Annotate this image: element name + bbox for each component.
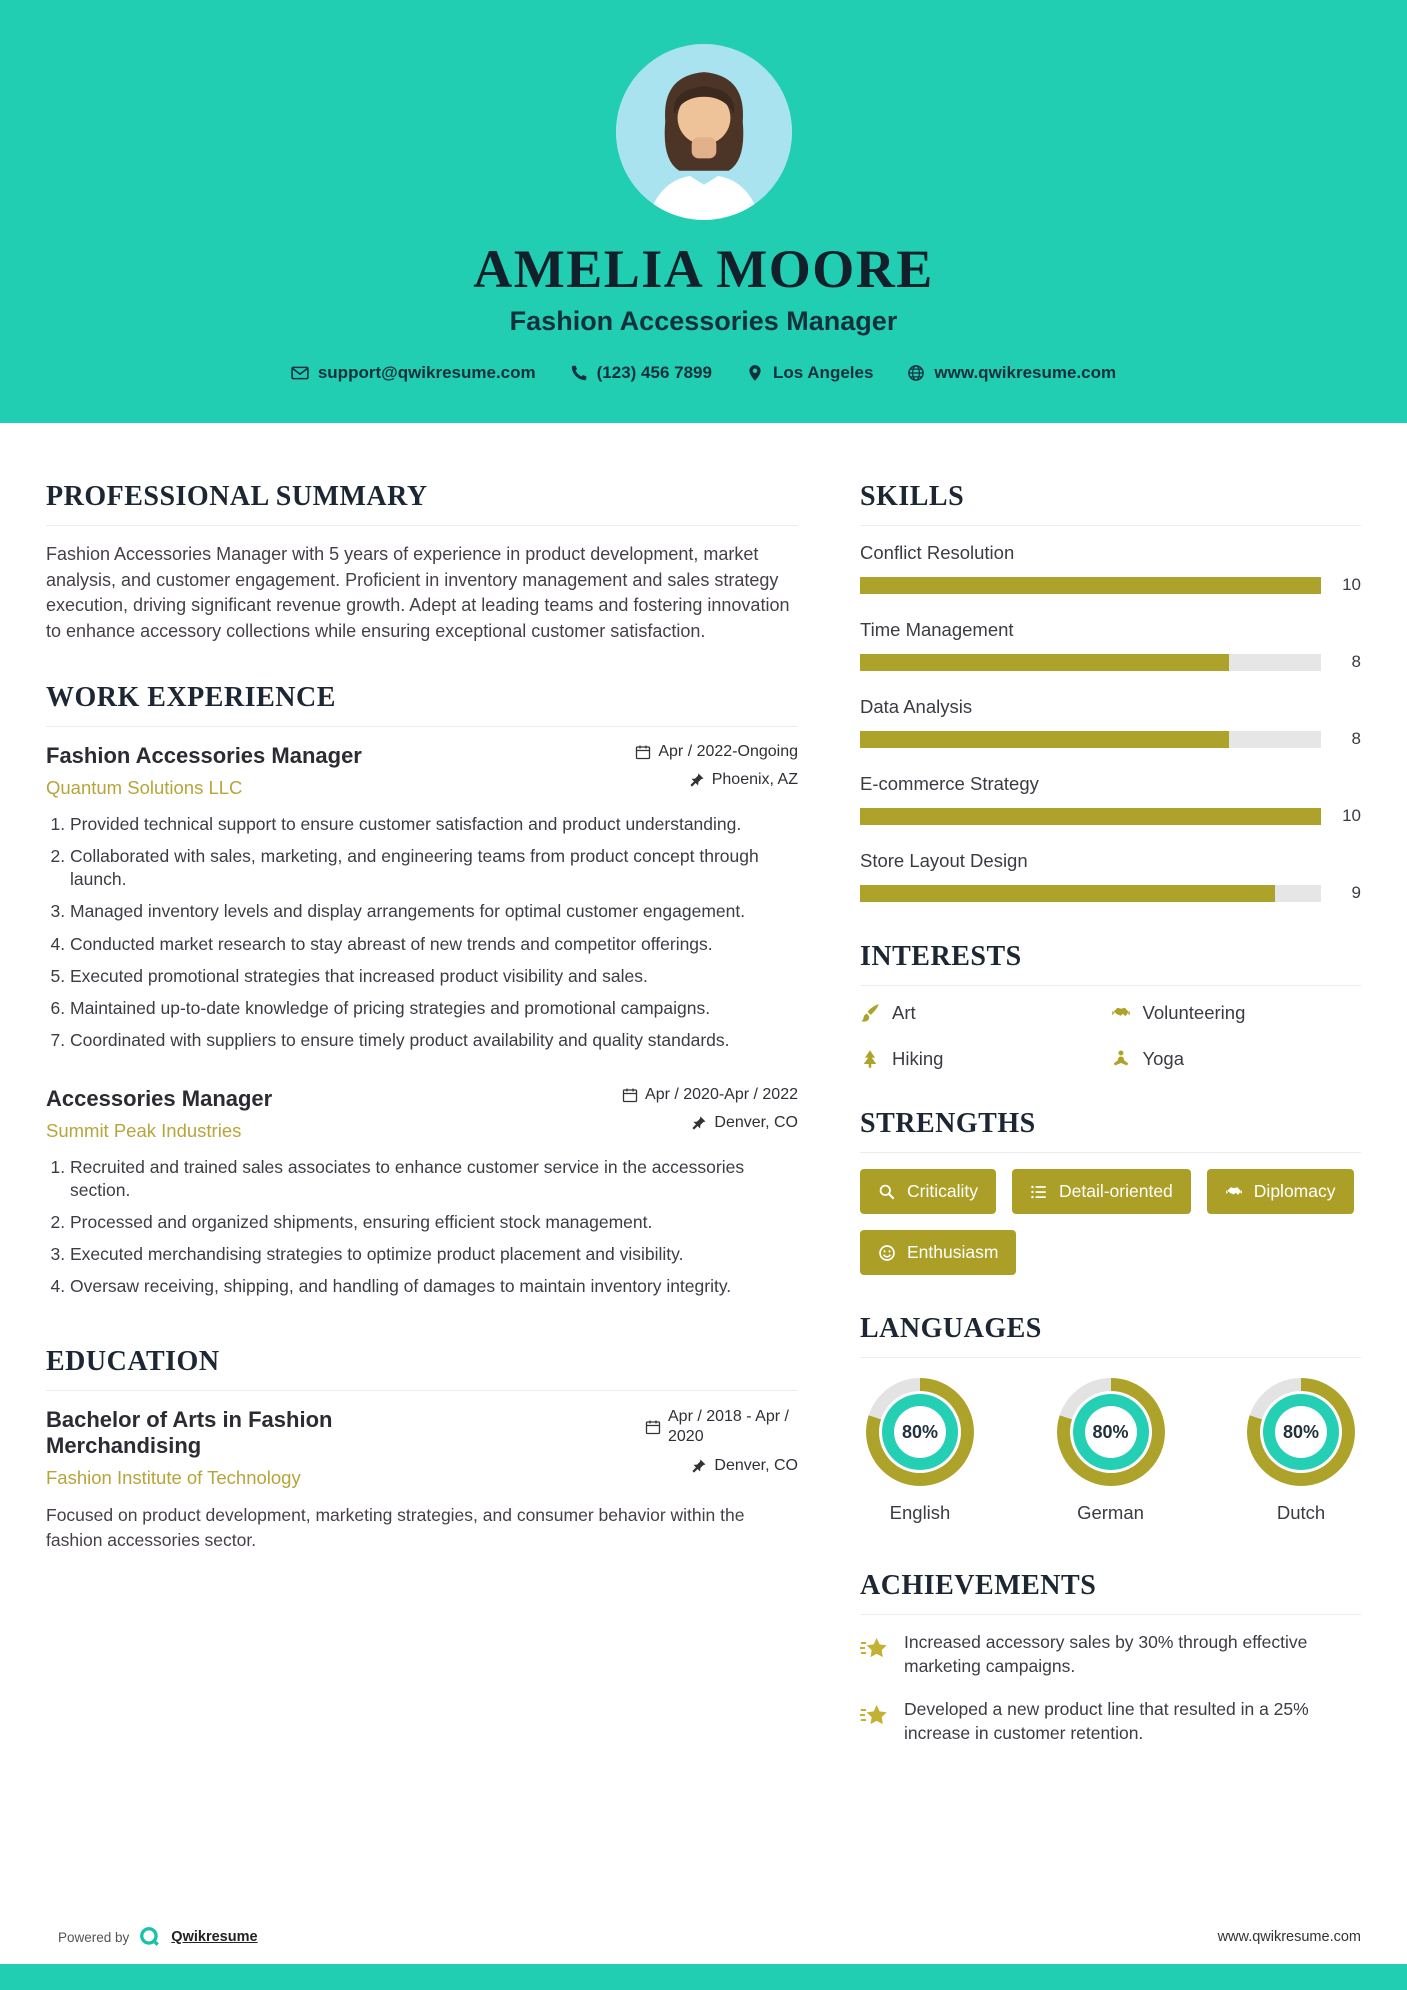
skill-score: 10	[1342, 806, 1361, 825]
skill-row	[860, 773, 1361, 826]
contact-website-text: www.qwikresume.com	[934, 363, 1117, 382]
calendar-icon	[622, 1087, 638, 1103]
left-column	[46, 481, 798, 1910]
envelope-icon	[291, 364, 309, 382]
experience-heading: WORK EXPERIENCE	[46, 682, 798, 727]
job-dates	[588, 743, 798, 761]
content	[0, 423, 1407, 1910]
handshake-icon	[1111, 1003, 1131, 1023]
job-dates-text: Apr / 2020-Apr / 2022	[645, 1085, 798, 1103]
location-pin-icon	[746, 364, 764, 382]
languages-section	[860, 1313, 1361, 1524]
education-degree: Bachelor of Arts in Fashion Merchandising	[46, 1407, 333, 1459]
skill-fill	[860, 808, 1321, 825]
language-donut	[1057, 1378, 1165, 1486]
strength-enthusiasm[interactable]	[860, 1230, 1016, 1275]
education-location	[588, 1457, 798, 1475]
strengths-heading: STRENGTHS	[860, 1108, 1361, 1153]
job-dates	[588, 1086, 798, 1104]
smiley-icon	[878, 1244, 896, 1262]
job	[46, 743, 798, 1052]
skill-track	[860, 885, 1321, 902]
magnifier-icon	[878, 1183, 896, 1201]
interest-label: Volunteering	[1142, 1002, 1246, 1023]
footer	[0, 1910, 1407, 1964]
job-location	[588, 771, 798, 789]
interest-art	[860, 1002, 1111, 1024]
achievement-text: Developed a new product line that resulted in a 25% increase in customer retention.	[904, 1699, 1309, 1743]
achievement-item	[860, 1631, 1361, 1678]
skill-bar	[860, 729, 1361, 749]
strength-label: Detail-oriented	[1058, 1181, 1173, 1201]
language-name: English	[889, 1502, 951, 1523]
paintbrush-icon	[860, 1003, 880, 1023]
powered-by-text: Powered by	[58, 1929, 130, 1945]
calendar-icon	[635, 744, 651, 760]
experience-bullet: 3. Executed merchandising strategies to optimize product placement and visibility.	[70, 1243, 798, 1266]
skill-bar	[860, 883, 1361, 903]
list-icon	[1030, 1183, 1048, 1201]
job	[46, 1086, 798, 1298]
job-company: Quantum Solutions LLC	[46, 777, 243, 799]
phone-icon	[570, 364, 588, 382]
skill-name: Time Management	[860, 619, 1014, 640]
education-heading: EDUCATION	[46, 1346, 798, 1391]
achievements-heading: ACHIEVEMENTS	[860, 1570, 1361, 1615]
language-percent: 80%	[1085, 1406, 1137, 1458]
achievements-section	[860, 1570, 1361, 1746]
achievement-item	[860, 1698, 1361, 1745]
experience-bullet: 1. Provided technical support to ensure customer satisfaction and product understanding.	[70, 813, 798, 836]
skill-bar	[860, 806, 1361, 826]
education-head-left	[46, 1407, 466, 1489]
strengths-wrap	[860, 1169, 1361, 1275]
skill-row	[860, 696, 1361, 749]
education-school: Fashion Institute of Technology	[46, 1467, 301, 1489]
experience-bullet: 5. Executed promotional strategies that increased product visibility and sales.	[70, 965, 798, 988]
skill-row	[860, 850, 1361, 903]
language-name: German	[1077, 1502, 1144, 1523]
education-dates	[588, 1407, 798, 1447]
education-description: Focused on product development, marketing strategies, and consumer behavior within the fashion accessories sector.	[46, 1505, 745, 1551]
pushpin-icon	[691, 1458, 707, 1474]
profile-photo	[616, 44, 792, 220]
experience-bullet: 6. Maintained up-to-date knowledge of pricing strategies and promotional campaigns.	[70, 997, 798, 1020]
language-donut-inner-ring	[1263, 1394, 1339, 1470]
experience-bullet: 7. Coordinated with suppliers to ensure timely product availability and quality standards.	[70, 1029, 798, 1052]
skill-row	[860, 619, 1361, 672]
skill-name: Store Layout Design	[860, 850, 1028, 871]
skills-section	[860, 481, 1361, 903]
summary-text: Fashion Accessories Manager with 5 years of experience in product development, market analysis, and customer engagement. Proficient in inventory management and sales strategy execution, driving significant revenue growth. Adept at leading teams and fostering innovation to enhance accessory collections while ensuring exceptional customer satisfaction.	[46, 544, 790, 641]
summary-heading: PROFESSIONAL SUMMARY	[46, 481, 798, 526]
language-percent: 80%	[1275, 1406, 1327, 1458]
avatar	[616, 44, 792, 220]
strength-diplomacy[interactable]	[1207, 1169, 1354, 1214]
experience-bullet: 4. Conducted market research to stay abreast of new trends and competitor offerings.	[70, 933, 798, 956]
interest-label: Art	[892, 1002, 916, 1023]
experience-bullet: 2. Processed and organized shipments, ensuring efficient stock management.	[70, 1211, 798, 1234]
skill-score: 8	[1351, 729, 1361, 748]
contact-email[interactable]	[291, 363, 536, 383]
summary-section	[46, 481, 798, 644]
right-column	[860, 481, 1361, 1910]
handshake-icon	[1225, 1183, 1243, 1201]
pushpin-icon	[689, 772, 705, 788]
skill-track	[860, 731, 1321, 748]
skill-score: 9	[1351, 883, 1361, 902]
skill-score: 10	[1342, 575, 1361, 594]
language-name: Dutch	[1276, 1502, 1326, 1523]
calendar-icon	[645, 1419, 661, 1435]
header	[0, 0, 1407, 423]
interest-label: Yoga	[1142, 1048, 1185, 1069]
interest-volunteering	[1111, 1002, 1362, 1024]
pushpin-icon	[691, 1115, 707, 1131]
contact-row	[20, 363, 1387, 383]
skill-fill	[860, 577, 1321, 594]
job-head	[46, 1086, 798, 1142]
education-section	[46, 1346, 798, 1553]
education-meta	[588, 1407, 798, 1485]
education-head	[46, 1407, 798, 1489]
footer-website-link[interactable]: www.qwikresume.com	[1217, 1929, 1361, 1945]
language-donut	[1247, 1378, 1355, 1486]
job-head	[46, 743, 798, 799]
experience-bullet: 1. Recruited and trained sales associates to enhance customer service in the accessories section.	[70, 1156, 798, 1202]
language-donut-inner-ring	[1073, 1394, 1149, 1470]
job-title: Fashion Accessories Manager	[46, 743, 362, 769]
candidate-name: AMELIA MOORE	[473, 239, 934, 299]
powered-by	[58, 1926, 258, 1948]
job-company: Summit Peak Industries	[46, 1119, 242, 1141]
star-achievement-icon	[860, 1700, 890, 1730]
job-meta	[588, 1086, 798, 1142]
skill-bar	[860, 575, 1361, 595]
experience-bullet: 3. Managed inventory levels and display arrangements for optimal customer engagement.	[70, 900, 798, 923]
skill-name: E-commerce Strategy	[860, 773, 1039, 794]
pine-tree-icon	[860, 1049, 880, 1069]
skill-name: Conflict Resolution	[860, 542, 1015, 563]
skill-track	[860, 577, 1321, 594]
job-meta	[588, 743, 798, 799]
interest-hiking	[860, 1048, 1111, 1070]
strength-criticality[interactable]	[860, 1169, 996, 1214]
language-dutch	[1247, 1378, 1355, 1524]
language-percent: 80%	[894, 1406, 946, 1458]
strength-label: Criticality	[907, 1181, 978, 1201]
skill-row	[860, 542, 1361, 595]
experience-bullet: 2. Collaborated with sales, marketing, and engineering teams from product concept through launch.	[70, 845, 798, 891]
yoga-icon	[1111, 1049, 1131, 1069]
contact-website[interactable]	[907, 363, 1116, 383]
skill-fill	[860, 885, 1275, 902]
contact-location	[746, 363, 873, 383]
interests-heading: INTERESTS	[860, 941, 1361, 986]
language-german	[1057, 1378, 1165, 1524]
candidate-title: Fashion Accessories Manager	[509, 306, 898, 336]
job-head-left	[46, 1086, 272, 1142]
job-title: Accessories Manager	[46, 1085, 273, 1111]
qwikresume-logo-icon[interactable]	[139, 1926, 161, 1948]
bottom-teal-bar	[0, 1964, 1407, 1990]
education-location-text: Denver, CO	[714, 1457, 798, 1475]
strengths-section	[860, 1108, 1361, 1275]
skill-name: Data Analysis	[860, 696, 973, 717]
experience-bullet: 4. Oversaw receiving, shipping, and handling of damages to maintain inventory integrity.	[70, 1275, 798, 1298]
interests-grid	[860, 1002, 1361, 1070]
job-location	[588, 1114, 798, 1132]
job-bullets	[46, 813, 798, 1052]
languages-heading: LANGUAGES	[860, 1313, 1361, 1358]
job-head-left	[46, 743, 362, 799]
experience-section	[46, 682, 798, 1298]
contact-phone[interactable]	[570, 363, 712, 383]
interest-yoga	[1111, 1048, 1362, 1070]
job-bullets	[46, 1156, 798, 1298]
globe-icon	[907, 364, 925, 382]
skill-fill	[860, 654, 1229, 671]
contact-location-text: Los Angeles	[772, 363, 874, 382]
skill-score: 8	[1351, 652, 1361, 671]
language-donut-inner-ring	[882, 1394, 958, 1470]
education-dates-text: Apr / 2018 - Apr / 2020	[668, 1408, 789, 1446]
skill-bar	[860, 652, 1361, 672]
language-english	[866, 1378, 974, 1524]
job-location-text: Phoenix, AZ	[711, 771, 798, 789]
strength-label: Diplomacy	[1253, 1181, 1336, 1201]
job-location-text: Denver, CO	[714, 1113, 798, 1131]
star-achievement-icon	[860, 1633, 890, 1663]
skills-heading: SKILLS	[860, 481, 1361, 526]
skill-track	[860, 808, 1321, 825]
languages-row	[860, 1374, 1361, 1524]
interests-section	[860, 941, 1361, 1070]
strength-label: Enthusiasm	[907, 1242, 999, 1262]
strength-detail-oriented[interactable]	[1012, 1169, 1191, 1214]
interest-label: Hiking	[892, 1048, 944, 1069]
contact-email-text: support@qwikresume.com	[317, 363, 536, 382]
skill-track	[860, 654, 1321, 671]
contact-phone-text: (123) 456 7899	[596, 363, 712, 382]
qwikresume-brand-link[interactable]: Qwikresume	[171, 1929, 258, 1945]
achievement-text: Increased accessory sales by 30% through effective marketing campaigns.	[904, 1632, 1308, 1676]
language-donut	[866, 1378, 974, 1486]
job-dates-text: Apr / 2022-Ongoing	[658, 743, 798, 761]
skill-fill	[860, 731, 1229, 748]
